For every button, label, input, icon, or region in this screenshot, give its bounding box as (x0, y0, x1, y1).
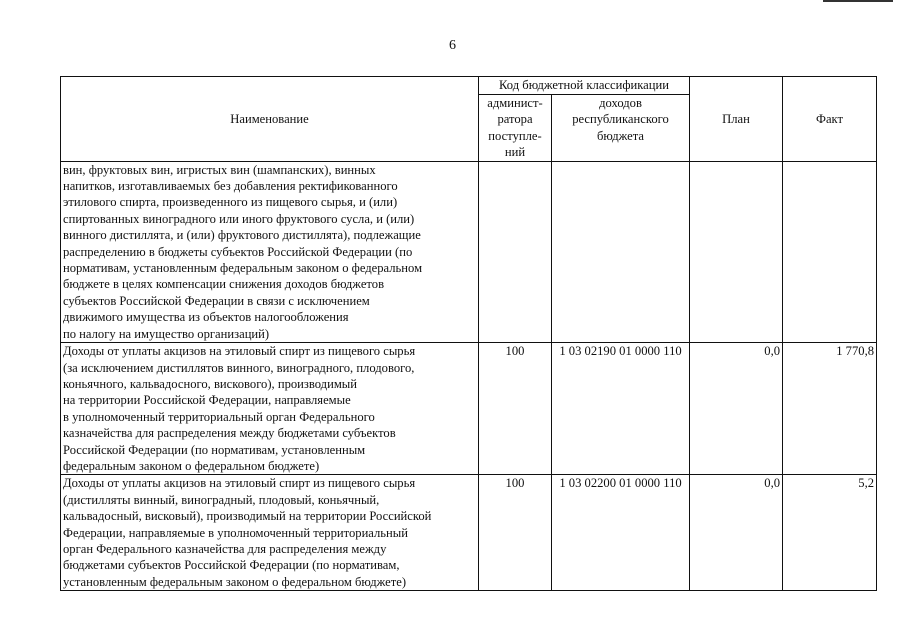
row-revenue-code (552, 161, 690, 342)
row-name-line: Российской Федерации (по нормативам, установленным (63, 442, 366, 457)
row-name-line: вин, фруктовых вин, игристых вин (шампанских), винных (63, 162, 376, 177)
header-code-group: Код бюджетной классификации (479, 77, 690, 95)
row-name (61, 475, 479, 591)
row-name-line: винного дистиллята, и (или) фруктового дистиллята), подлежащие (63, 228, 421, 243)
row-plan: 0,0 (690, 475, 783, 591)
row-name-line: распределению в бюджеты субъектов Российской Федерации (по (63, 244, 413, 259)
row-name-line: федеральным законом о федеральном бюджете) (63, 458, 320, 473)
row-name-line: бюджете в целях компенсации снижения доходов бюджетов (63, 277, 385, 292)
row-fact: 5,2 (783, 475, 877, 591)
row-name-line: казначейства для распределения между бюджетами субъектов (63, 426, 396, 441)
row-name-line: кальвадосный, висковый), производимый на территории Российской (63, 509, 432, 524)
header-revenue-line: доходов (599, 96, 642, 110)
row-name (61, 343, 479, 475)
row-name-line: спиртованных виноградного или иного фруктового сусла, и (или) (63, 211, 415, 226)
header-fact: Факт (783, 77, 877, 162)
row-name-line: движимого имущества из объектов налогообложения (63, 310, 349, 325)
header-revenue (552, 95, 690, 162)
header-admin-line: админист- (487, 96, 543, 110)
row-plan: 0,0 (690, 343, 783, 475)
header-name: Наименование (61, 77, 479, 162)
row-name-line: на территории Российской Федерации, направляемые (63, 393, 351, 408)
row-fact: 1 770,8 (783, 343, 877, 475)
table-row (61, 475, 877, 591)
row-name-line: напитков, изготавливаемых без добавления ректификованного (63, 179, 398, 194)
header-admin (479, 95, 552, 162)
row-admin-code: 100 (479, 343, 552, 475)
header-admin-line: ний (504, 145, 526, 160)
row-name-line: этилового спирта, произведенного из пищевого сырья, и (или) (63, 195, 398, 210)
corner-mark (823, 0, 893, 2)
header-revenue-line: бюджета (597, 128, 644, 143)
header-revenue-line: республиканского (572, 112, 669, 127)
row-name (61, 161, 479, 342)
header-admin-line: ратора (497, 112, 533, 127)
row-name-line: субъектов Российской Федерации в связи с исключением (63, 293, 370, 308)
row-name-line: нормативам, установленным федеральным законом о федеральном (63, 261, 423, 276)
row-name-line: (за исключением дистиллятов винного, виноградного, плодового, (63, 360, 415, 375)
row-revenue-code: 1 03 02200 01 0000 110 (552, 475, 690, 591)
row-name-line: орган Федерального казначейства для распределения между (63, 541, 387, 556)
row-plan (690, 161, 783, 342)
table-row (61, 161, 877, 342)
header-plan: План (690, 77, 783, 162)
row-admin-code: 100 (479, 475, 552, 591)
row-name-line: Доходы от уплаты акцизов на этиловый спирт из пищевого сырья (63, 344, 416, 359)
row-name-line: установленным федеральным законом о федеральном бюджете) (63, 574, 407, 589)
row-name-line: в уполномоченный территориальный орган Федерального (63, 409, 375, 424)
row-name-line: по налогу на имущество организаций) (63, 326, 270, 341)
row-admin-code (479, 161, 552, 342)
row-name-line: Доходы от уплаты акцизов на этиловый спирт из пищевого сырья (63, 476, 416, 491)
row-name-line: (дистилляты винный, виноградный, плодовый, коньячный, (63, 492, 380, 507)
row-name-line: коньячного, кальвадосного, вискового), производимый (63, 376, 357, 391)
table-row (61, 343, 877, 475)
budget-table (60, 76, 877, 591)
page-number: 6 (449, 38, 456, 53)
row-name-line: Федерации, направляемые в уполномоченный территориальный (63, 525, 408, 540)
row-fact (783, 161, 877, 342)
row-revenue-code: 1 03 02190 01 0000 110 (552, 343, 690, 475)
row-name-line: бюджетами субъектов Российской Федерации (по нормативам, (63, 558, 400, 573)
header-admin-line: поступле- (488, 128, 542, 143)
